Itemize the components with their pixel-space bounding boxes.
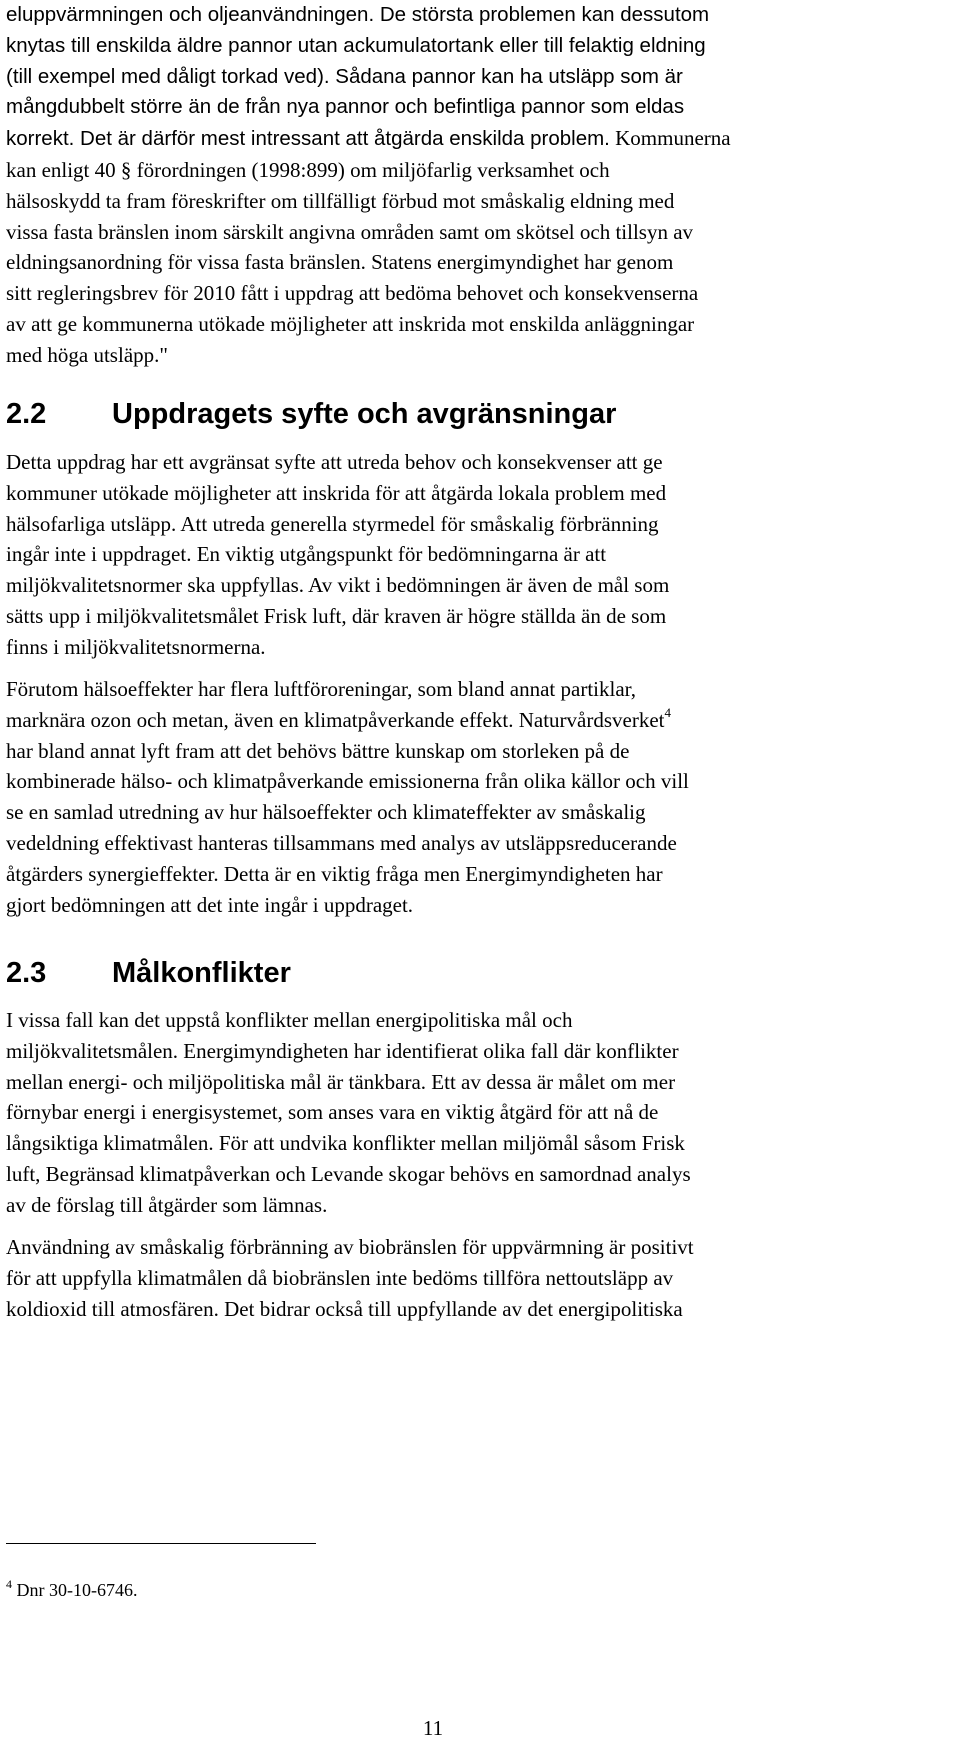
text-line: mellan energi- och miljöpolitiska mål är tänkbara. Ett av dessa är målet om mer bbox=[6, 1069, 676, 1094]
section-2-2-paragraph-2 bbox=[6, 674, 689, 920]
footnote-separator bbox=[6, 1543, 316, 1544]
section-title: Målkonflikter bbox=[112, 957, 291, 989]
text-line bbox=[6, 123, 950, 155]
footnote bbox=[6, 1577, 138, 1601]
text-line: sätts upp i miljökvalitetsmålet Frisk luft, där kraven är högre ställda än de som bbox=[6, 603, 667, 628]
intro-paragraph bbox=[6, 0, 950, 371]
text-line: långsiktiga klimatmålen. För att undvika konflikter mellan miljömål såsom Frisk bbox=[6, 1131, 685, 1156]
text-line: mångdubbelt större än de från nya pannor och befintliga pannor som eldas bbox=[6, 95, 685, 119]
text-line: knytas till enskilda äldre pannor utan ackumulatortank eller till felaktig eldning bbox=[6, 33, 706, 57]
text-line bbox=[6, 705, 689, 736]
page-number: 11 bbox=[422, 1716, 444, 1740]
text-line: åtgärders synergieffekter. Detta är en viktig fråga men Energimyndigheten har bbox=[6, 861, 663, 886]
text-line: Detta uppdrag har ett avgränsat syfte att utreda behov och konsekvenser att ge bbox=[6, 450, 663, 474]
text-line: miljökvalitetsnormer ska uppfyllas. Av vikt i bedömningen är även de mål som bbox=[6, 573, 670, 598]
footnote-reference: 4 bbox=[664, 704, 671, 720]
text-line: Förutom hälsoeffekter har flera luftföroreningar, som bland annat partiklar, bbox=[6, 677, 637, 701]
text-line: Användning av småskalig förbränning av biobränslen för uppvärmning är positivt bbox=[6, 1235, 694, 1259]
text-line: finns i miljökvalitetsnormerna. bbox=[6, 634, 266, 659]
text-line: (till exempel med dåligt torkad ved). Sådana pannor kan ha utsläpp som är bbox=[6, 64, 683, 88]
text-line: eldningsanordning för vissa fasta bränslen. Statens energimyndighet har genom bbox=[6, 250, 674, 275]
text-line: med höga utsläpp." bbox=[6, 342, 168, 367]
text-line: gjort bedömningen att det inte ingår i uppdraget. bbox=[6, 892, 414, 917]
text-line: koldioxid till atmosfären. Det bidrar också till uppfyllande av det energipolitiska bbox=[6, 1296, 683, 1321]
text-line: luft, Begränsad klimatpåverkan och Levande skogar behövs en samordnad analys bbox=[6, 1161, 691, 1186]
text-line: I vissa fall kan det uppstå konflikter mellan energipolitiska mål och bbox=[6, 1008, 573, 1032]
section-number: 2.3 bbox=[6, 957, 47, 989]
text-line: hälsofarliga utsläpp. Att utreda generella styrmedel för småskalig förbränning bbox=[6, 511, 659, 536]
text-line: ingår inte i uppdraget. En viktig utgångspunkt för bedömningarna är att bbox=[6, 542, 607, 567]
section-title: Uppdragets syfte och avgränsningar bbox=[112, 398, 617, 430]
text-line: av de förslag till åtgärder som lämnas. bbox=[6, 1192, 328, 1217]
text-line: kan enligt 40 § förordningen (1998:899) om miljöfarlig verksamhet och bbox=[6, 157, 610, 182]
text-line: eluppvärmningen och oljeanvändningen. De största problemen kan dessutom bbox=[6, 3, 710, 26]
text-fragment: Kommunerna bbox=[609, 126, 731, 151]
section-heading-2-2 bbox=[6, 398, 616, 431]
section-2-3-paragraph-2 bbox=[6, 1232, 694, 1324]
section-heading-2-3 bbox=[6, 957, 291, 990]
text-line: vedeldning effektivast hanteras tillsammans med analys av utsläppsreducerande bbox=[6, 830, 677, 855]
text-line: kombinerade hälso- och klimatpåverkande emissionerna från olika källor och vill bbox=[6, 769, 689, 794]
section-2-2-paragraph-1 bbox=[6, 447, 669, 663]
text-line: hälsoskydd ta fram föreskrifter om tillfälligt förbud mot småskalig eldning med bbox=[6, 188, 675, 213]
text-line: av att ge kommunerna utökade möjligheter att inskrida mot enskilda anläggningar bbox=[6, 311, 695, 336]
text-line: har bland annat lyft fram att det behövs bättre kunskap om storleken på de bbox=[6, 738, 630, 763]
text-line: sitt regleringsbrev för 2010 fått i uppdrag att bedöma behovet och konsekvenserna bbox=[6, 281, 699, 306]
footnote-text: Dnr 30-10-6746. bbox=[12, 1580, 138, 1600]
text-line: kommuner utökade möjligheter att inskrida för att åtgärda lokala problem med bbox=[6, 480, 667, 505]
text-fragment: korrekt. Det är därför mest intressant att åtgärda enskilda problem. bbox=[6, 127, 610, 151]
text-fragment: marknära ozon och metan, även en klimatpåverkande effekt. Naturvårdsverket bbox=[6, 707, 665, 732]
section-2-3-paragraph-1 bbox=[6, 1005, 691, 1221]
text-line: se en samlad utredning av hur hälsoeffekter och klimateffekter av småskalig bbox=[6, 800, 646, 825]
footnote-marker: 4 bbox=[6, 1577, 12, 1591]
text-line: förnybar energi i energisystemet, som anses vara en viktig åtgärd för att nå de bbox=[6, 1100, 659, 1125]
text-line: vissa fasta bränslen inom särskilt angivna områden samt om skötsel och tillsyn av bbox=[6, 219, 694, 244]
text-line: för att uppfylla klimatmålen då biobränslen inte bedöms tillföra nettoutsläpp av bbox=[6, 1265, 674, 1290]
text-line: miljökvalitetsmålen. Energimyndigheten har identifierat olika fall där konflikter bbox=[6, 1038, 679, 1063]
section-number: 2.2 bbox=[6, 398, 47, 430]
